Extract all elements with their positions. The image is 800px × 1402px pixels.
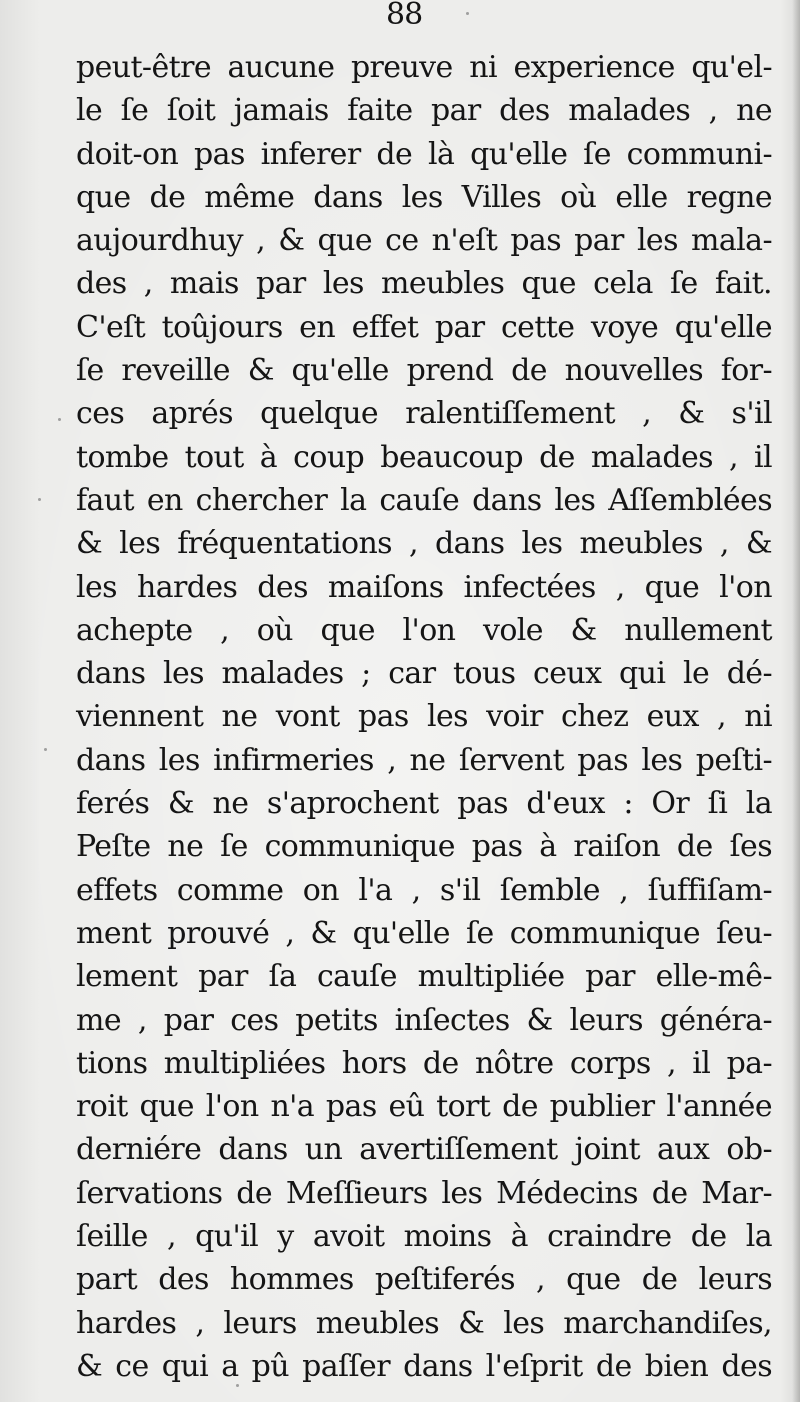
ink-speck <box>38 498 41 501</box>
ink-speck <box>44 748 47 751</box>
text-line: faut en chercher la cauſe dans les Aſſemblées <box>76 482 772 518</box>
page-number: 88 <box>386 0 423 32</box>
text-line: ces aprés quelque ralentiſſement , & s'il <box>76 396 772 432</box>
text-line: & ce qui a pû paſſer dans l'eſprit de bien des <box>76 1348 772 1384</box>
ink-speck <box>466 12 469 15</box>
text-line: peut-être aucune preuve ni experience qu'el- <box>76 50 772 85</box>
text-line: viennent ne vont pas les voir chez eux , ni <box>76 699 772 735</box>
text-line: ſe reveille & qu'elle prend de nouvelles for- <box>76 353 772 389</box>
text-line: ſervations de Meſſieurs les Médecins de Mar- <box>76 1175 772 1211</box>
text-line: Peſte ne ſe communique pas à raiſon de ſes <box>76 829 772 865</box>
text-line: achepte , où que l'on vole & nullement <box>76 612 772 648</box>
text-line: me , par ces petits inſectes & leurs généra- <box>76 1002 772 1038</box>
text-line: aujourdhuy , & que ce n'eſt pas par les mala- <box>76 223 772 259</box>
text-line: le ſe ſoit jamais faite par des malades , ne <box>76 93 772 129</box>
ink-speck <box>58 418 61 421</box>
text-line: effets comme on l'a , s'il ſemble , ſuffiſam- <box>76 872 772 908</box>
text-line: dans les malades ; car tous ceux qui le dé- <box>76 656 772 692</box>
text-line: & les fréquentations , dans les meubles , & <box>76 526 772 562</box>
text-line: part des hommes peſtiferés , que de leurs <box>76 1262 772 1298</box>
text-line: les hardes des maiſons infectées , que l'on <box>76 569 772 605</box>
text-line: roit que l'on n'a pas eû tort de publier l'année <box>76 1089 772 1125</box>
text-line: ferés & ne s'aprochent pas d'eux : Or ſi la <box>76 786 772 822</box>
body-text <box>76 46 772 1388</box>
text-line: ſeille , qu'il y avoit moins à craindre de la <box>76 1219 772 1255</box>
text-line: tions multipliées hors de nôtre corps , il pa- <box>76 1045 772 1081</box>
text-line: derniére dans un avertiſſement joint aux ob- <box>76 1132 772 1168</box>
text-line: des , mais par les meubles que cela ſe fait. <box>76 266 772 302</box>
text-line: ment prouvé , & qu'elle ſe communique ſeu- <box>76 915 772 951</box>
text-line: C'eſt toûjours en effet par cette voye qu'elle <box>76 309 772 345</box>
text-line: hardes , leurs meubles & les marchandiſes, <box>76 1305 772 1341</box>
page-edge-shadow <box>792 0 800 1402</box>
ink-speck <box>236 1384 239 1387</box>
text-line: doit-on pas inferer de là qu'elle ſe communi- <box>76 136 772 172</box>
text-line: que de même dans les Villes où elle regne <box>76 179 772 215</box>
text-line: tombe tout à coup beaucoup de malades , il <box>76 439 772 475</box>
text-line: dans les infirmeries , ne ſervent pas les peſti- <box>76 742 772 778</box>
text-line: lement par ſa cauſe multipliée par elle-mê- <box>76 959 772 995</box>
